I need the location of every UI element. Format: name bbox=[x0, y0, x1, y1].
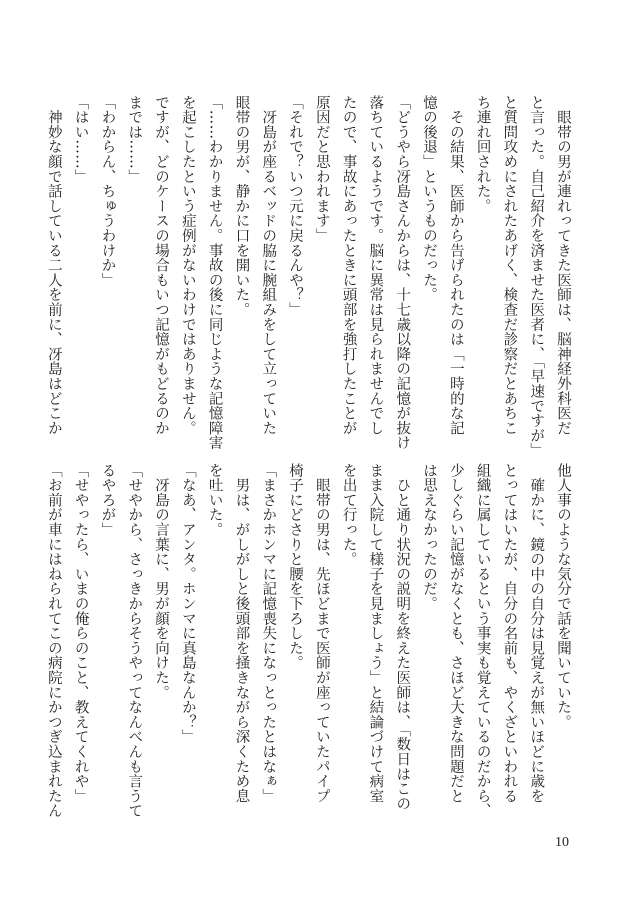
text-line: 「なあ、アンタ。ホンマに真島なんか？」 bbox=[179, 463, 196, 745]
text-line: 他人事のような気分で話を聞いていた。 bbox=[555, 463, 571, 730]
text-line: まま入院して様子を見ましょう」と結論づけて病室 bbox=[367, 463, 384, 804]
text-line: 眼帯の男が連れってきた医師は、脳神経外科医だ bbox=[555, 95, 571, 436]
text-line: までは……」 bbox=[126, 95, 143, 184]
text-line: 憶の後退」というものだった。 bbox=[421, 95, 438, 303]
text-line: を出て行った。 bbox=[340, 463, 357, 567]
text-line: と言った。自己紹介を済ませた医者に、「早速ですが」 bbox=[528, 95, 545, 458]
text-line: 冴島の言葉に、男が顔を向けた。 bbox=[153, 463, 170, 700]
text-line: 落ちているようです。脳に異常は見られませんでし bbox=[367, 95, 384, 436]
page-number: 10 bbox=[555, 835, 569, 850]
text-line: 眼帯の男は、先ほどまで医師が座っていたパイプ bbox=[313, 463, 330, 804]
text-line: 男は、がしがしと後頭部を掻きながら深くため息 bbox=[233, 463, 250, 804]
text-line: 「はい……」 bbox=[72, 95, 89, 184]
text-line: 眼帯の男が、静かに口を開いた。 bbox=[233, 95, 250, 317]
text-line: 組織に属しているという事実も覚えているのだから、 bbox=[474, 463, 491, 819]
text-line: 「どうやら冴島さんからは、十七歳以降の記憶が抜け bbox=[394, 95, 411, 451]
text-line: ですが、どのケースの場合もいつ記憶がもどるのか bbox=[153, 95, 170, 436]
text-line: 椅子にどさりと腰を下ろした。 bbox=[287, 463, 304, 671]
text-block-bottom bbox=[45, 463, 576, 819]
text-line: とってはいたが、自分の名前も、やくざといわれる bbox=[501, 463, 518, 804]
text-line: 「せやったら、いまの俺らのこと、教えてくれや」 bbox=[72, 463, 89, 804]
text-line: 「それで？いつ元に戻るんや？」 bbox=[287, 95, 304, 317]
text-line: を吐いた。 bbox=[206, 463, 223, 537]
text-line: を起こしたという症例がないわけではありません。 bbox=[179, 95, 196, 436]
text-line: 確かに、鏡の中の自分は見覚えが無いほどに歳を bbox=[528, 463, 545, 804]
text-line: るやろが」 bbox=[99, 463, 116, 537]
text-block-top bbox=[45, 95, 576, 458]
text-line: と質問攻めにされたあげく、検査だ診察だとあちこ bbox=[501, 95, 518, 436]
text-line: たので、事故にあったときに頭部を強打したことが bbox=[340, 95, 357, 436]
text-line: 「せやから、さっきからそうやってなんべんも言うて bbox=[126, 463, 143, 819]
text-line: 「わからん、ちゅうわけか」 bbox=[99, 95, 116, 288]
text-line: 神妙な顔で話している二人を前に、冴島はどこか bbox=[45, 95, 62, 436]
text-line: 冴島が座るベッドの脇に腕組みをして立っていた bbox=[260, 95, 277, 436]
text-line: 原因だと思われます」 bbox=[313, 95, 330, 243]
text-line: ひと通り状況の説明を終えた医師は、「数日はこの bbox=[394, 463, 411, 811]
text-line: その結果、医師から告げられたのは「一時的な記 bbox=[447, 95, 464, 436]
text-line: ち連れ回された。 bbox=[474, 95, 491, 214]
text-line: 「お前が車にはねられてこの病院にかつぎ込まれたん bbox=[45, 463, 62, 819]
text-line: は思えなかったのだ。 bbox=[421, 463, 438, 611]
text-line: 「……わかりません。事故の後に同じような記憶障害 bbox=[206, 95, 223, 451]
text-line: 少しぐらい記憶がなくとも、さほど大きな問題だと bbox=[447, 463, 464, 804]
text-line: 「まさかホンマに記憶喪失になっとったとはなぁ」 bbox=[260, 463, 277, 804]
